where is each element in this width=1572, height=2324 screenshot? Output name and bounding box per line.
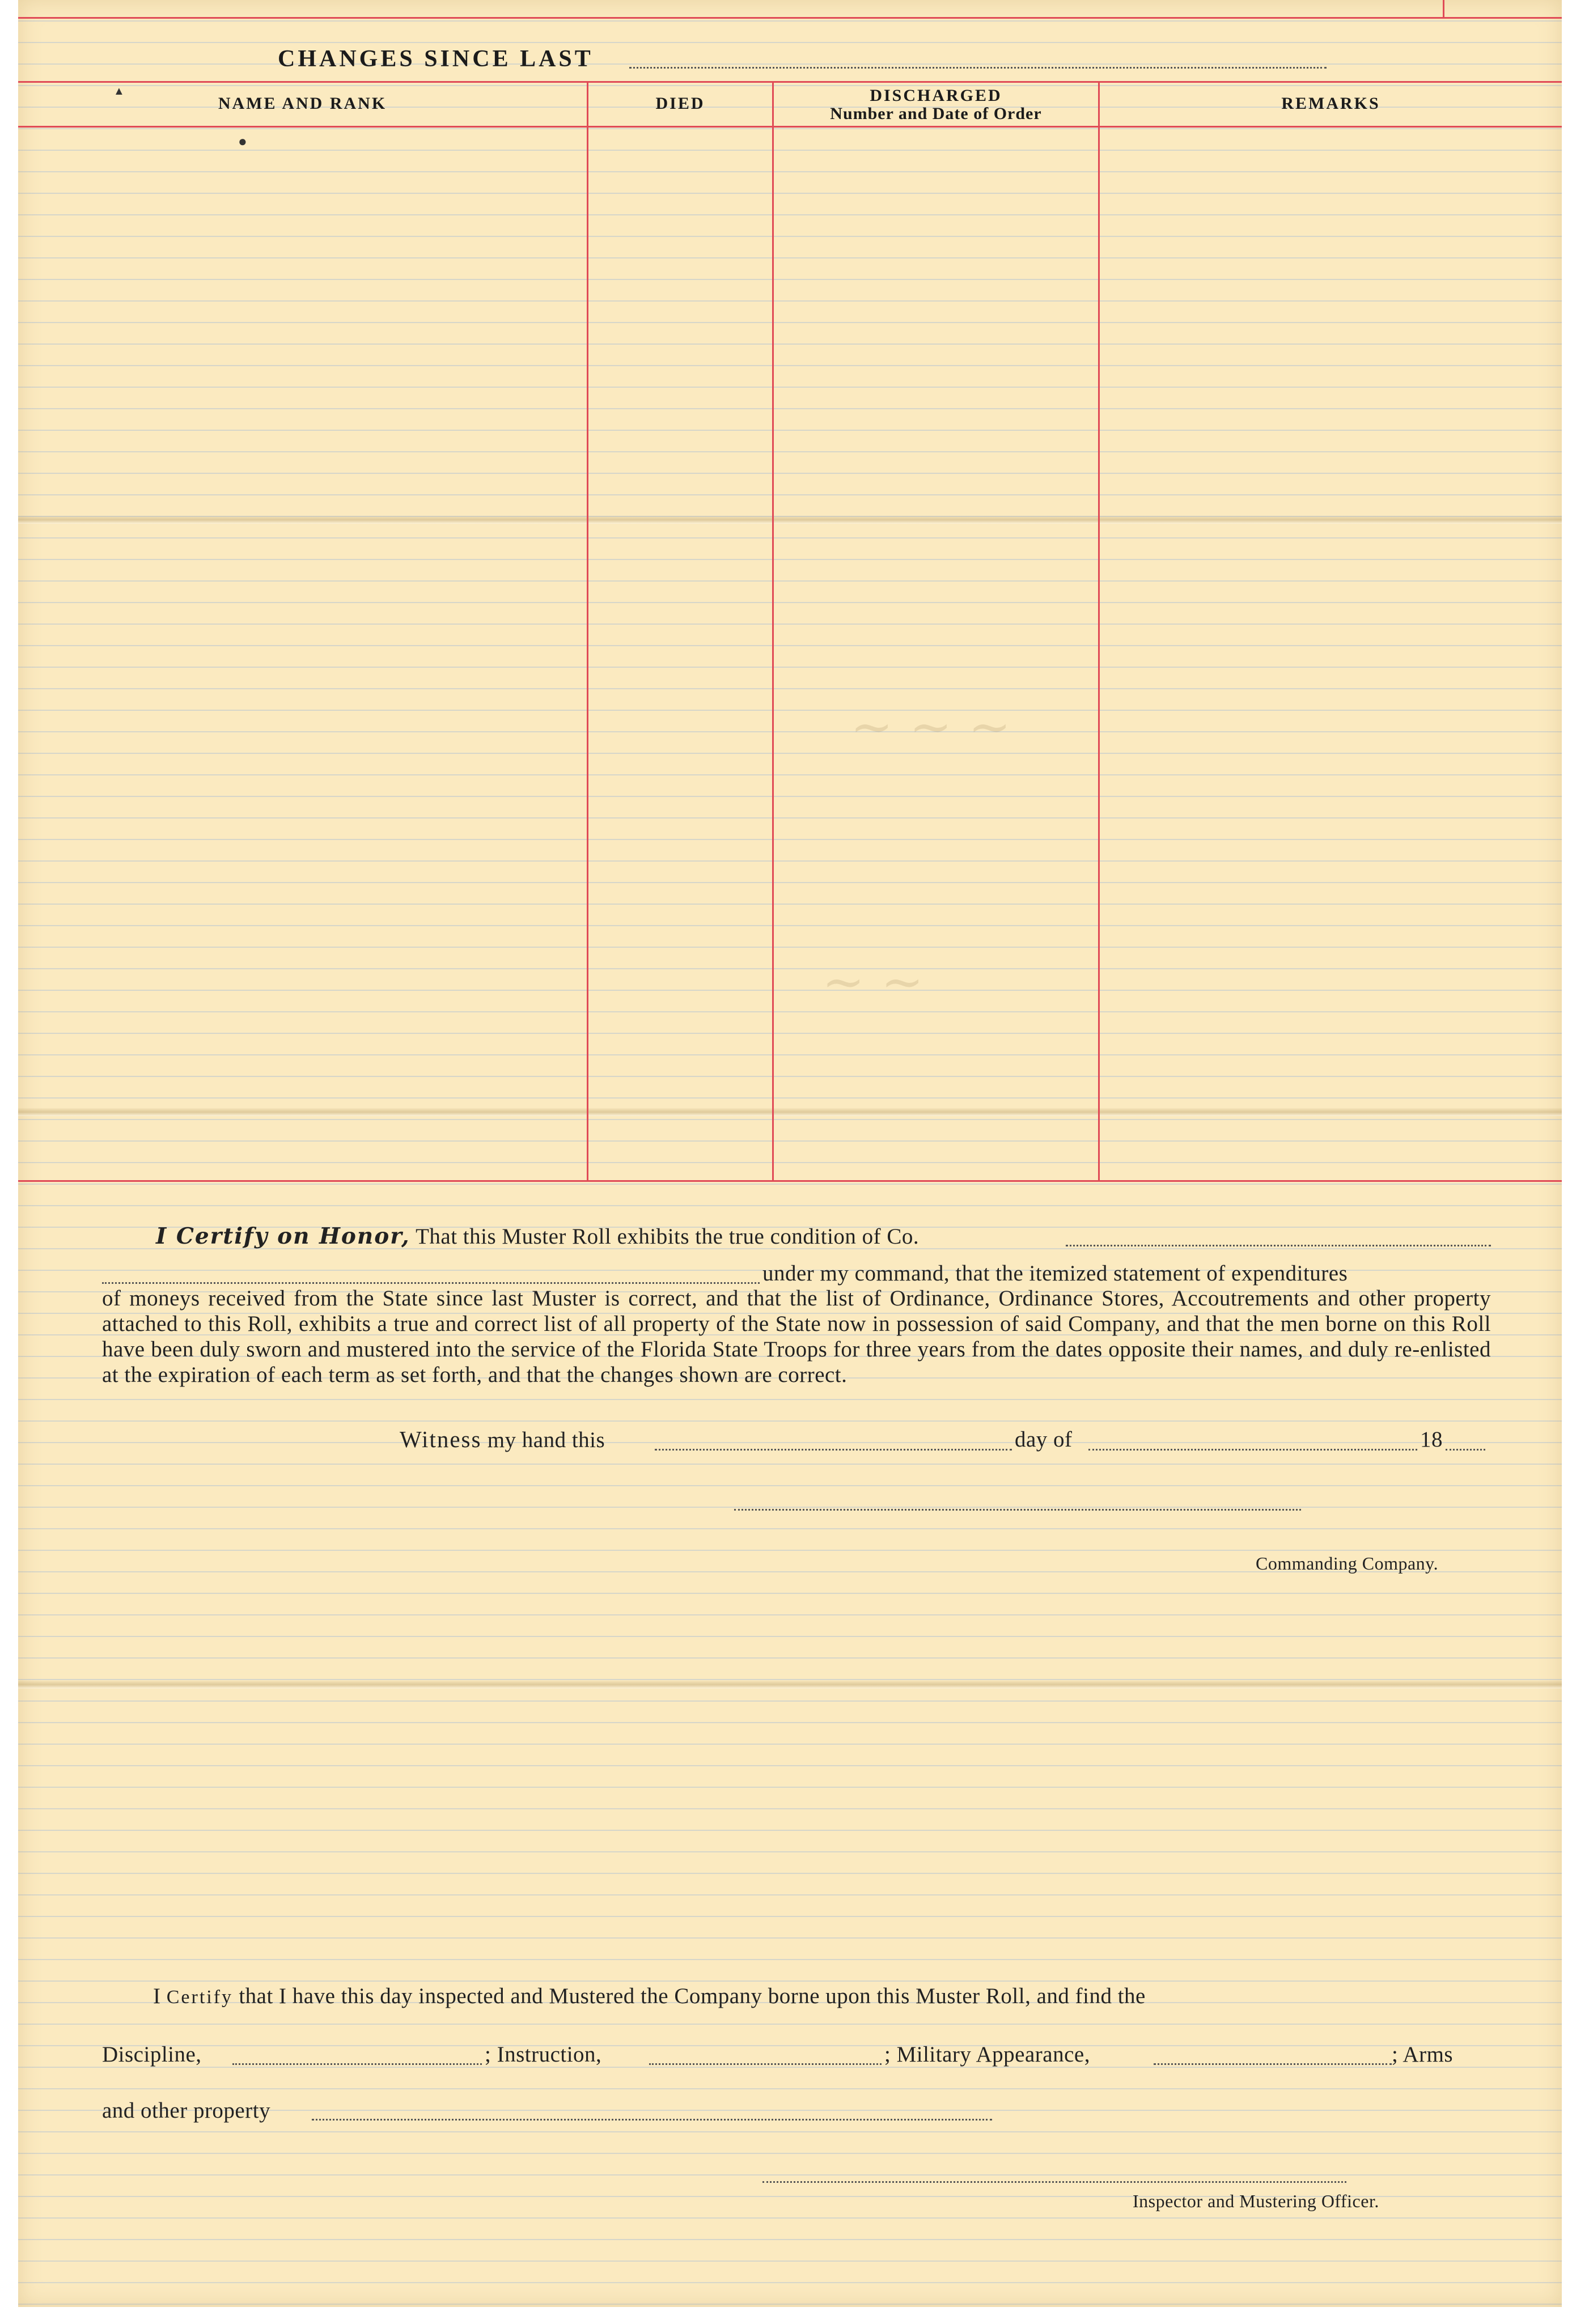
military-label: ; Military Appearance, — [884, 2042, 1090, 2067]
table-bottom-rule — [18, 1180, 1562, 1182]
fold-line — [18, 516, 1562, 524]
other-property-blank — [312, 2119, 992, 2121]
certify-honor-line1 — [156, 1224, 919, 1249]
military-blank — [1154, 2063, 1392, 2065]
column-subheader-order: Number and Date of Order — [830, 104, 1042, 123]
discipline-blank — [232, 2063, 482, 2065]
commanding-caption: Commanding Company. — [1256, 1553, 1439, 1574]
stray-mark: ● — [238, 133, 247, 150]
bleed-through: ~ ~ ~ — [850, 697, 1011, 757]
changes-blank — [629, 67, 1327, 69]
fold-line — [18, 1681, 1562, 1689]
column-header-died: DIED — [655, 94, 705, 113]
certify-honor-line2: under my command, that the itemized statement of expenditures — [762, 1261, 1348, 1286]
inspection-certify: Certify — [166, 1987, 234, 2008]
inspection-i: I — [153, 1984, 161, 2008]
fold-line — [18, 1108, 1562, 1116]
other-property-label: and other property — [102, 2098, 271, 2123]
witness-word: Witness — [400, 1426, 482, 1452]
inspector-signature-blank — [762, 2181, 1346, 2183]
year-blank — [1446, 1449, 1485, 1451]
table-header-rule — [18, 126, 1562, 128]
top-tick — [1443, 0, 1444, 18]
column-divider — [1098, 81, 1100, 1181]
instruction-blank — [649, 2063, 882, 2065]
muster-roll-page — [18, 0, 1562, 2307]
top-rule — [18, 17, 1562, 19]
month-blank — [1088, 1449, 1417, 1451]
column-header-remarks: REMARKS — [1281, 94, 1380, 113]
table-top-rule — [18, 81, 1562, 83]
changes-title: CHANGES SINCE LAST — [278, 46, 594, 72]
certify-honor-text: That this Muster Roll exhibits the true condition of Co. — [416, 1224, 920, 1249]
discipline-label: Discipline, — [102, 2042, 202, 2067]
stray-mark: ▲ — [113, 85, 125, 97]
certify-honor-body: of moneys received from the State since last Muster is correct, and that the list of Ordinance, Ordinance Stores, Accoutrements and other property attached to this Roll, exhibits a true and correct list of all property of the State now in possession of said Company, and that the men borne on this Roll have been duly sworn and mustered into the service of the Florida State Troops for three years from the dates opposite their names, and duly re-enlisted at the expiration of each term as set forth, and that the changes shown are correct. — [102, 1286, 1491, 1387]
witness-label — [400, 1427, 605, 1452]
company-blank — [1066, 1245, 1491, 1246]
column-header-discharged: DISCHARGED — [870, 86, 1002, 105]
company-name-blank — [102, 1282, 760, 1284]
day-blank — [655, 1449, 1012, 1451]
year-prefix: 18 — [1420, 1427, 1443, 1452]
certify-honor-lead: I Certify on Honor, — [156, 1223, 410, 1249]
witness-text: my hand this — [487, 1428, 605, 1452]
inspection-line1 — [153, 1984, 1491, 2009]
arms-label: ; Arms — [1392, 2042, 1454, 2067]
column-header-name-rank: NAME AND RANK — [218, 94, 387, 113]
column-divider — [772, 81, 774, 1181]
day-of-label: day of — [1015, 1427, 1073, 1452]
column-divider — [587, 81, 588, 1181]
bleed-through: ~ ~ — [822, 952, 924, 1012]
instruction-label: ; Instruction, — [485, 2042, 602, 2067]
commanding-signature-blank — [734, 1509, 1301, 1511]
inspector-caption: Inspector and Mustering Officer. — [1133, 2191, 1379, 2211]
inspection-text: that I have this day inspected and Mustered the Company borne upon this Muster Roll, and find the — [239, 1984, 1146, 2008]
